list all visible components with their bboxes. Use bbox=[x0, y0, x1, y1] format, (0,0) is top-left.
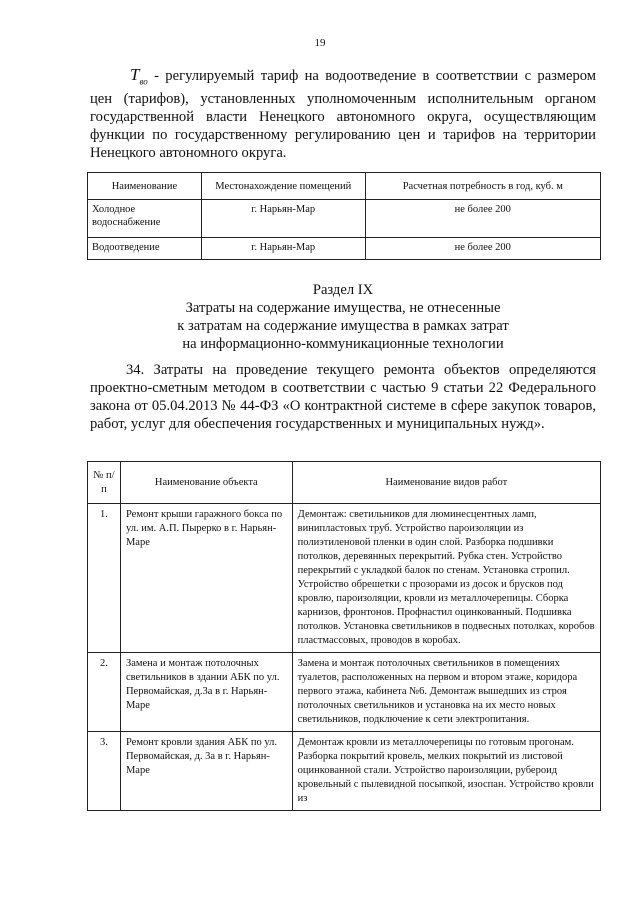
table-cell: не более 200 bbox=[365, 238, 600, 260]
tariff-paragraph bbox=[90, 66, 596, 162]
water-consumption-table bbox=[87, 172, 601, 260]
paragraph-34: 34. Затраты на проведение текущего ремонта объектов определяются проектно-сметным методом в соответствии с частью 9 статьи 22 Федерального закона от 05.04.2013 № 44-ФЗ «О контрактной системе в сфере закупок товаров, работ, услуг для обеспечения государственных и муниципальных нужд». bbox=[90, 362, 596, 432]
table-cell: г. Нарьян-Мар bbox=[201, 200, 365, 238]
object-name: Ремонт крыши гаражного бокса по ул. им. А.П. Пырерко в г. Нарьян-Маре bbox=[120, 504, 292, 653]
table-row bbox=[88, 238, 601, 260]
table-header-row bbox=[88, 173, 601, 200]
row-number: 1. bbox=[88, 504, 121, 653]
table-header-row bbox=[88, 462, 601, 504]
column-header: № п/п bbox=[88, 462, 121, 504]
object-name: Ремонт кровли здания АБК по ул. Первомайская, д. 3а в г. Нарьян-Маре bbox=[120, 732, 292, 811]
column-header: Наименование bbox=[88, 173, 202, 200]
page-number: 19 bbox=[314, 37, 326, 49]
tariff-symbol: $T_{во}$ bbox=[130, 65, 148, 87]
section-subtitle-line: к затратам на содержание имущества в рамках затрат bbox=[177, 318, 509, 334]
table-row bbox=[88, 653, 601, 732]
works-description: Демонтаж: светильников для люминесцентных ламп, винипластовых труб. Устройство пароизоляции из полиэтиленовой пленки в один слой. Разборка подшивки потолков, деревянных перекрытий. Рубка стен. Устройство перекрытий с укладкой балок по стенам. Установка стропил. Устройство обрешетки с прозорами из досок и брусков под кровлю, пароизоляции, кровли из металлочерепицы. Сборка карнизов, фронтонов. Профнастил оцинкованный. Подшивка потолков. Установка светильников в подвесных потолках, коробов пластмассовых, проводов в коробах. bbox=[292, 504, 600, 653]
section-subtitle-line: на информационно-коммуникационные технологии bbox=[182, 336, 504, 352]
repair-works-table bbox=[87, 461, 601, 811]
row-number: 3. bbox=[88, 732, 121, 811]
table-row bbox=[88, 504, 601, 653]
works-description: Демонтаж кровли из металлочерепицы по готовым прогонам. Разборка покрытий кровель, мелких покрытий из листовой оцинкованной стали. Устройство пароизоляции, рубероид кровельный с пылевидной посыпкой, изоспан. Устройство кровли из bbox=[292, 732, 600, 811]
table-cell: не более 200 bbox=[365, 200, 600, 238]
table-cell: Холодное водоснабжение bbox=[88, 200, 202, 238]
table-cell: г. Нарьян-Мар bbox=[201, 238, 365, 260]
table-row bbox=[88, 732, 601, 811]
section-title: Раздел IX bbox=[312, 282, 374, 298]
row-number: 2. bbox=[88, 653, 121, 732]
table-row bbox=[88, 200, 601, 238]
table-cell: Водоотведение bbox=[88, 238, 202, 260]
section-heading bbox=[90, 281, 596, 353]
column-header: Местонахождение помещений bbox=[201, 173, 365, 200]
section-subtitle-line: Затраты на содержание имущества, не отнесенные bbox=[185, 300, 501, 316]
works-description: Замена и монтаж потолочных светильников в помещениях туалетов, расположенных на первом и втором этаже, коридора первого этажа, кабинета №6. Демонтаж вышедших из строя потолочных светильников и установка на их место новых светильников, подключение к сети электропитания. bbox=[292, 653, 600, 732]
column-header: Наименование видов работ bbox=[292, 462, 600, 504]
column-header: Расчетная потребность в год, куб. м bbox=[365, 173, 600, 200]
object-name: Замена и монтаж потолочных светильников в здании АБК по ул. Первомайская, д.3а в г. Нарьян-Маре bbox=[120, 653, 292, 732]
tariff-definition: - регулируемый тариф на водоотведение в соответствии с размером цен (тарифов), установленных уполномоченным исполнительным органом государственной власти Ненецкого автономного округа, осуществляющим функции по государственному регулированию цен и тарифов на территории Ненецкого автономного округа. bbox=[90, 68, 596, 162]
column-header: Наименование объекта bbox=[120, 462, 292, 504]
